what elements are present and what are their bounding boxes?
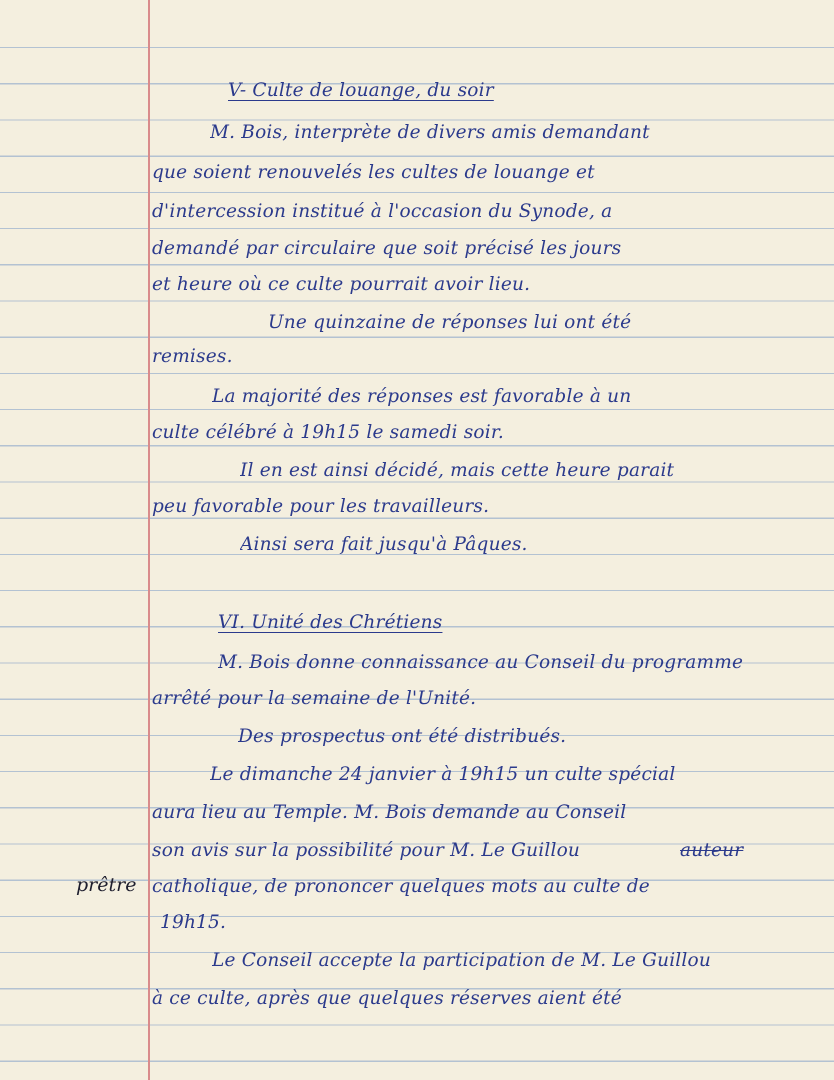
- text-line: La majorité des réponses est favorable à un: [212, 386, 632, 407]
- text-line: M. Bois donne connaissance au Conseil du programme: [218, 652, 744, 673]
- text-line: à ce culte, après que quelques réserves aient été: [152, 988, 622, 1009]
- text-line: son avis sur la possibilité pour M. Le Guillou: [152, 840, 581, 861]
- section-6-heading: VI. Unité des Chrétiens: [218, 612, 443, 633]
- margin-note: prêtre: [76, 874, 137, 896]
- text-line: que soient renouvelés les cultes de louange et: [152, 162, 595, 183]
- text-line: Une quinzaine de réponses lui ont été: [268, 312, 632, 333]
- text-line: arrêté pour la semaine de l'Unité.: [152, 688, 477, 709]
- text-line: peu favorable pour les travailleurs.: [152, 496, 490, 517]
- text-line: demandé par circulaire que soit précisé les jours: [152, 238, 622, 259]
- text-line: aura lieu au Temple. M. Bois demande au Conseil: [152, 802, 627, 823]
- text-line: culte célébré à 19h15 le samedi soir.: [152, 422, 504, 443]
- section-5-heading: V- Culte de louange, du soir: [228, 80, 494, 101]
- text-line: d'intercession institué à l'occasion du Synode, a: [152, 201, 613, 222]
- text-line: 19h15.: [160, 912, 227, 933]
- text-line: Il en est ainsi décidé, mais cette heure parait: [240, 460, 675, 481]
- text-line: Le dimanche 24 janvier à 19h15 un culte spécial: [210, 764, 676, 785]
- text-line: M. Bois, interprète de divers amis demandant: [210, 122, 650, 143]
- text-line: remises.: [152, 346, 233, 367]
- struck-word: auteur: [680, 840, 744, 861]
- text-line: Ainsi sera fait jusqu'à Pâques.: [240, 534, 528, 555]
- text-line: Des prospectus ont été distribués.: [238, 726, 567, 747]
- text-line: Le Conseil accepte la participation de M. Le Guillou: [212, 950, 711, 971]
- text-line: catholique, de prononcer quelques mots au culte de: [152, 876, 650, 897]
- text-line: et heure où ce culte pourrait avoir lieu.: [152, 274, 531, 295]
